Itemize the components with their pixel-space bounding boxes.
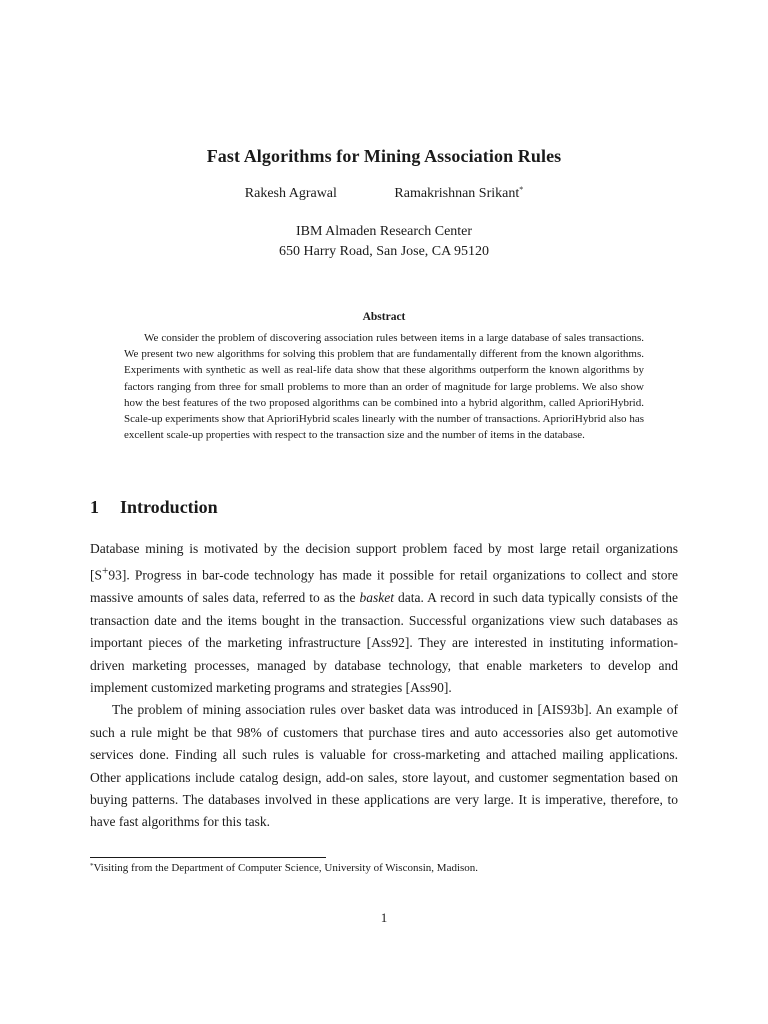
author-line	[0, 186, 768, 202]
affiliation-institution: IBM Almaden Research Center	[295, 224, 473, 239]
footnote-text: Visiting from the Department of Computer Science, University of Wisconsin, Madison.	[93, 862, 479, 874]
abstract-text: We consider the problem of discovering association rules between items in a large database of sales transactions. We present two new algorithms for solving this problem that are fundamentally different from the known algorithms. Experiments with synthetic as well as real-life data show that these algorithms outperform the known algorithms by factors ranging from three for small problems to more than an order of magnitude for large problems. We also show how the best features of the two proposed algorithms can be combined into a hybrid algorithm, called AprioriHybrid. Scale-up experiments show that AprioriHybrid scales linearly with the number of transactions. AprioriHybrid also has excellent scale-up properties with respect to the transaction size and the number of items in the database.	[124, 332, 644, 442]
affiliation-address: 650 Harry Road, San Jose, CA 95120	[279, 244, 489, 259]
paragraph-1	[90, 538, 678, 699]
footnote	[90, 862, 478, 874]
section-number: 1	[90, 497, 99, 517]
footnote-mark: *	[90, 862, 94, 870]
emphasized-term: basket	[359, 590, 394, 606]
page-number: 1	[380, 910, 388, 925]
footnote-mark: *	[519, 185, 524, 194]
section-title: Introduction	[120, 497, 218, 517]
author-name: Ramakrishnan Srikant	[394, 186, 520, 201]
author-name: Rakesh Agrawal	[244, 186, 337, 201]
paragraph-text: Database mining is motivated by the decision support problem faced by most large retail organizations [S	[90, 541, 678, 583]
paragraph-text: 93]. Progress in bar-code technology has made it possible for retail organizations to collect and store massive amounts of sales data, referred to as the	[90, 567, 678, 606]
body-text	[90, 538, 678, 834]
paper-title: Fast Algorithms for Mining Association Rules	[206, 146, 562, 166]
abstract-heading: Abstract	[362, 311, 406, 323]
citation-superscript: +	[102, 565, 109, 578]
footnote-divider	[90, 857, 326, 858]
paragraph-2: The problem of mining association rules over basket data was introduced in [AIS93b]. An example of such a rule might be that 98% of customers that purchase tires and auto accessories also get automotive services done. Finding all such rules is valuable for cross-marketing and attached mailing applications. Other applications include catalog design, add-on sales, store layout, and customer segmentation based on buying patterns. The databases involved in these applications are very large. It is imperative, therefore, to have fast algorithms for this task.	[90, 702, 678, 830]
author-with-footnote	[394, 186, 523, 202]
paragraph-text: data. A record in such data typically consists of the transaction date and the items bought in the transaction. Successful organizations view such databases as important pieces of the marketing infrastructure [Ass92]. They are interested in instituting information-driven marketing processes, managed by database technology, that enable marketers to develop and implement customized marketing programs and strategies [Ass90].	[90, 590, 678, 695]
section-heading	[90, 497, 218, 518]
affiliation	[0, 222, 768, 262]
